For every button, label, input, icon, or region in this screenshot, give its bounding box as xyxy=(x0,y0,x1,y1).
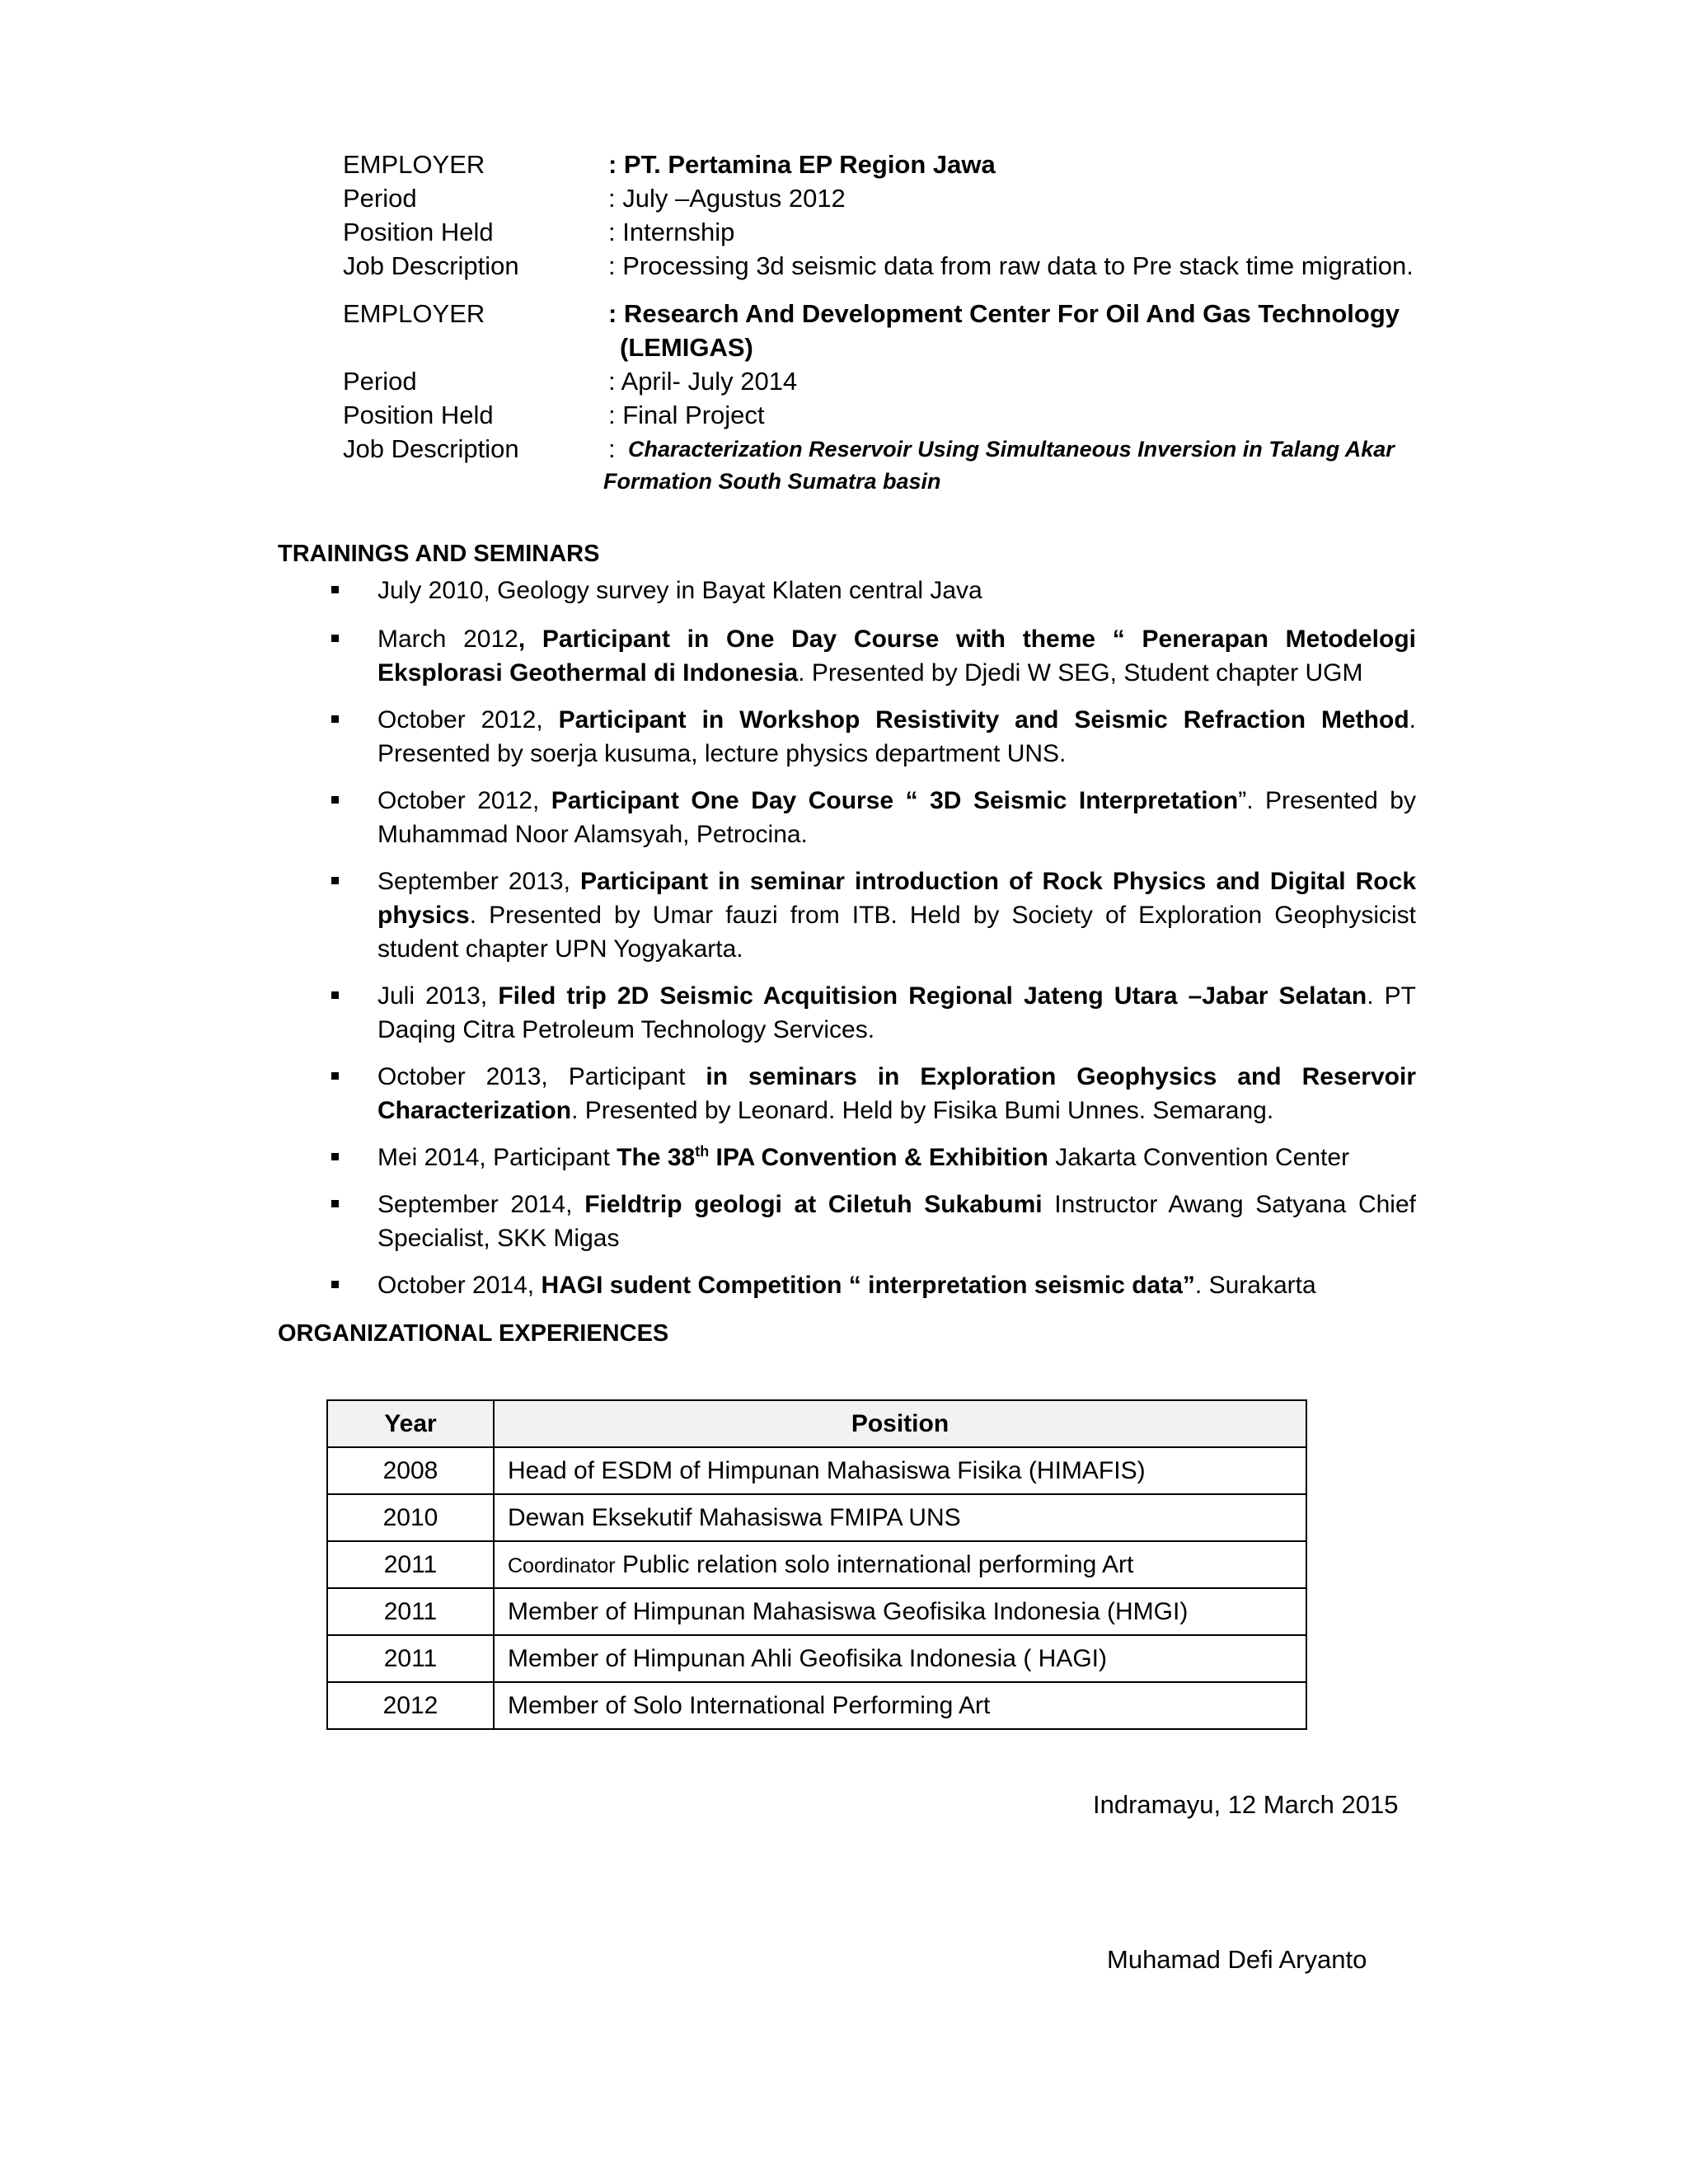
cell-year: 2012 xyxy=(327,1682,494,1729)
item-date: September 2013, xyxy=(377,868,581,895)
cell-position: Member of Himpunan Mahasiswa Geofisika Indonesia (HMGI) xyxy=(494,1588,1306,1635)
bullet-square-icon xyxy=(331,1281,339,1288)
item-title: Fieldtrip geologi at Ciletuh Sukabumi xyxy=(584,1191,1043,1218)
bullet-square-icon xyxy=(331,877,339,884)
item-date: September 2014, xyxy=(377,1191,585,1218)
position-value: : Internship xyxy=(608,218,735,246)
item-date: October 2012, xyxy=(377,706,559,733)
item-date: October 2012, xyxy=(377,787,551,814)
employer-value: : Research And Development Center For Oil And Gas Technology xyxy=(608,299,1400,328)
item-title: Filed trip 2D Seismic Acquitision Regional Jateng Utara –Jabar Selatan xyxy=(498,982,1367,1010)
item-title: HAGI sudent Competition “ interpretation seismic data” xyxy=(541,1272,1195,1299)
job-label: Job Description xyxy=(343,251,519,280)
period-label: Period xyxy=(343,184,417,213)
item-detail: . PT Daqing Citra Petroleum Technology Services. xyxy=(377,982,1416,1043)
cell-year: 2011 xyxy=(327,1635,494,1682)
item-detail: . Presented by Leonard. Held by Fisika Bumi Unnes. Semarang. xyxy=(571,1097,1274,1124)
bullet-square-icon xyxy=(331,635,339,642)
item-text: July 2010, Geology survey in Bayat Klaten central Java xyxy=(377,577,982,604)
item-date: October 2014, xyxy=(377,1272,542,1299)
bullet-square-icon xyxy=(331,1200,339,1207)
list-item xyxy=(330,865,1416,966)
table-row xyxy=(327,1682,1306,1729)
cell-year: 2008 xyxy=(327,1447,494,1494)
employer-value-cont: (LEMIGAS) xyxy=(620,333,753,362)
job-value: Characterization Reservoir Using Simultaneous Inversion in Talang Akar xyxy=(628,437,1395,462)
job-label: Job Description xyxy=(343,434,519,463)
list-item xyxy=(330,1060,1416,1127)
item-title: Participant in seminar introduction of Rock Physics and Digital Rock physics xyxy=(377,868,1417,929)
job-value-cont: Formation South Sumatra basin xyxy=(603,469,941,494)
position-label: Position Held xyxy=(343,218,494,246)
list-item xyxy=(330,1188,1416,1255)
bullet-square-icon xyxy=(331,1153,339,1160)
table-row xyxy=(327,1541,1306,1588)
employer-value: : PT. Pertamina EP Region Jawa xyxy=(608,150,996,179)
signature-name: Muhamad Defi Aryanto xyxy=(1107,1945,1367,1974)
item-date: March 2012 xyxy=(377,626,518,653)
item-detail: . Presented by Djedi W SEG, Student chapter UGM xyxy=(798,659,1363,687)
item-detail: . Presented by soerja kusuma, lecture physics department UNS. xyxy=(377,706,1416,767)
table-row xyxy=(327,1635,1306,1682)
cell-year: 2011 xyxy=(327,1588,494,1635)
list-item xyxy=(330,1268,1416,1302)
table-row xyxy=(327,1447,1306,1494)
job-value: : Processing 3d seismic data from raw data to Pre stack time migration. xyxy=(608,251,1414,280)
cell-year: 2010 xyxy=(327,1494,494,1541)
organizational-table xyxy=(326,1399,1307,1730)
cell-position: Head of ESDM of Himpunan Mahasiswa Fisika (HIMAFIS) xyxy=(494,1447,1306,1494)
item-title: Participant One Day Course “ 3D Seismic Interpretation xyxy=(551,787,1239,814)
list-item xyxy=(330,703,1416,771)
cell-position: Coordinator Public relation solo international performing Art xyxy=(494,1541,1306,1588)
trainings-list xyxy=(330,574,1416,1315)
list-item xyxy=(330,784,1416,851)
table-header-row xyxy=(327,1400,1306,1447)
trainings-heading: TRAININGS AND SEMINARS xyxy=(278,541,600,567)
list-item xyxy=(330,979,1416,1047)
item-detail: . Surakarta xyxy=(1194,1272,1316,1299)
cell-position: Member of Solo International Performing Art xyxy=(494,1682,1306,1729)
item-title: The 38th IPA Convention & Exhibition xyxy=(617,1143,1048,1171)
item-date: October 2013, Participant xyxy=(377,1063,706,1090)
period-value: : April- July 2014 xyxy=(608,367,798,396)
item-detail: Jakarta Convention Center xyxy=(1048,1144,1350,1171)
bullet-square-icon xyxy=(331,1072,339,1080)
item-detail: . Presented by Umar fauzi from ITB. Held by Society of Exploration Geophysicist student chapter UPN Yogyakarta. xyxy=(377,902,1416,963)
list-item xyxy=(330,1141,1416,1174)
position-value: : Final Project xyxy=(608,401,765,429)
employer-label: EMPLOYER xyxy=(343,150,485,179)
employer-label: EMPLOYER xyxy=(343,299,485,328)
place-date: Indramayu, 12 March 2015 xyxy=(1093,1790,1399,1819)
item-title: , Participant in One Day Course with theme “ Penerapan Metodelogi Eksplorasi Geothermal di Indonesia xyxy=(377,626,1416,687)
list-item xyxy=(330,574,1416,607)
item-detail: Instructor Awang Satyana Chief Specialist, SKK Migas xyxy=(377,1191,1416,1252)
bullet-square-icon xyxy=(331,715,339,723)
item-detail: ”. Presented by Muhammad Noor Alamsyah, Petrocina. xyxy=(377,787,1416,848)
position-label: Position Held xyxy=(343,401,494,429)
period-label: Period xyxy=(343,367,417,396)
item-date: Mei 2014, Participant xyxy=(377,1144,617,1171)
cell-position: Member of Himpunan Ahli Geofisika Indonesia ( HAGI) xyxy=(494,1635,1306,1682)
bullet-square-icon xyxy=(331,991,339,999)
column-header-position: Position xyxy=(494,1400,1306,1447)
item-title: Participant in Workshop Resistivity and Seismic Refraction Method xyxy=(558,706,1409,733)
bullet-square-icon xyxy=(331,586,339,593)
table-row xyxy=(327,1494,1306,1541)
item-date: Juli 2013, xyxy=(377,982,499,1010)
bullet-square-icon xyxy=(331,796,339,804)
job-prefix: : xyxy=(608,434,616,463)
organizational-heading: ORGANIZATIONAL EXPERIENCES xyxy=(278,1320,669,1347)
cell-position: Dewan Eksekutif Mahasiswa FMIPA UNS xyxy=(494,1494,1306,1541)
list-item xyxy=(330,622,1416,690)
cell-year: 2011 xyxy=(327,1541,494,1588)
table-row xyxy=(327,1588,1306,1635)
item-title: in seminars in Exploration Geophysics and Reservoir Characterization xyxy=(377,1063,1416,1124)
period-value: : July –Agustus 2012 xyxy=(608,184,846,213)
column-header-year: Year xyxy=(327,1400,494,1447)
